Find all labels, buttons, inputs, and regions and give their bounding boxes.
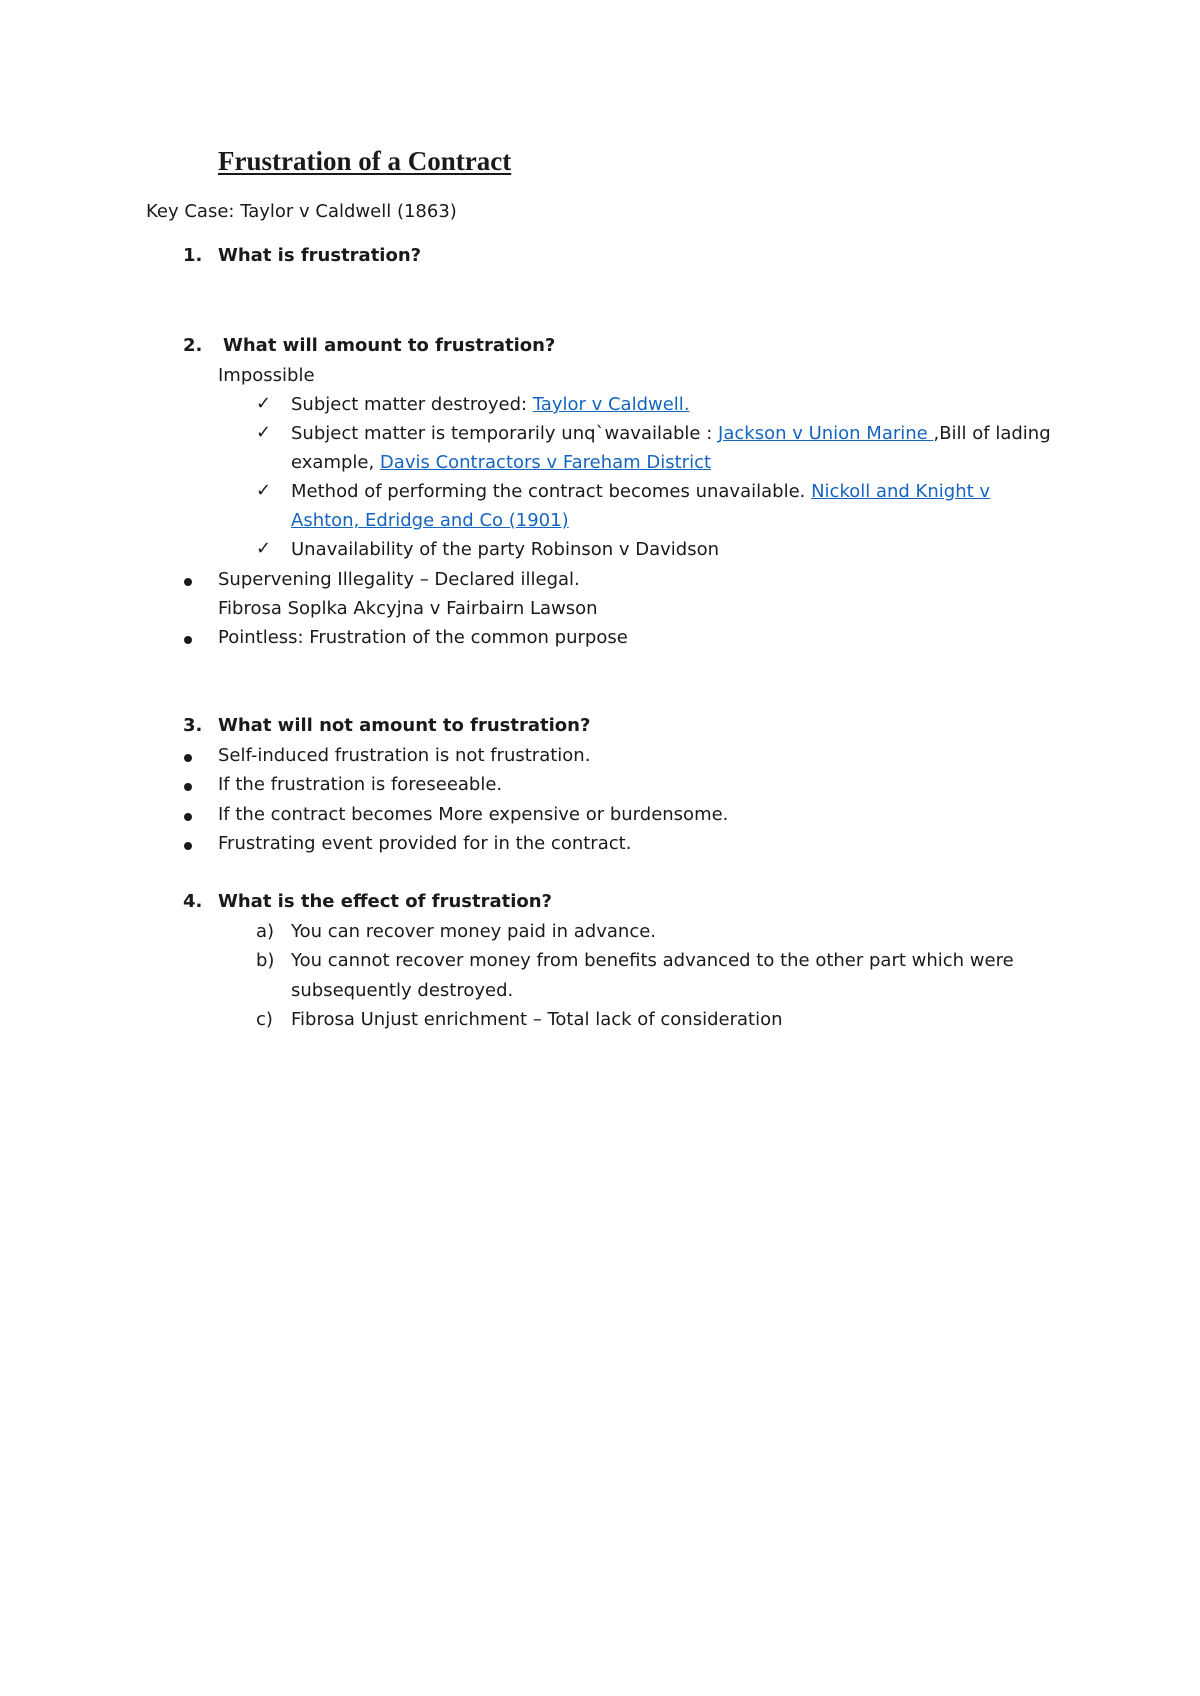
check-item-text: example, (291, 452, 380, 473)
case-link-ashton-edridge[interactable]: Ashton, Edridge and Co (1901) (291, 510, 569, 531)
bullet-icon (184, 813, 192, 821)
section-number: 2. (183, 335, 203, 356)
bullet-supervening-illegality: Supervening Illegality – Declared illegal. (218, 569, 580, 590)
section-number: 3. (183, 715, 203, 736)
check-item-1 (291, 393, 690, 417)
case-link-davis-contractors[interactable]: Davis Contractors v Fareham District (379, 452, 712, 473)
impossible-label: Impossible (218, 365, 315, 386)
effect-item-b: You cannot recover money from benefits advanced to the other part which were (291, 950, 1014, 971)
checkmark-icon: ✓ (256, 422, 272, 443)
check-item-text: Subject matter is temporarily unq`wavailable : (291, 423, 719, 444)
check-item-text: ,Bill of lading (933, 423, 1051, 444)
case-link-jackson-union-marine[interactable]: Jackson v Union Marine (718, 423, 934, 444)
key-case-line: Key Case: Taylor v Caldwell (1863) (146, 201, 457, 222)
document-title: Frustration of a Contract (218, 146, 512, 176)
effect-item-c: Fibrosa Unjust enrichment – Total lack of consideration (291, 1009, 783, 1030)
bullet-icon (184, 636, 192, 644)
check-item-4: Unavailability of the party Robinson v Davidson (291, 539, 720, 560)
checkmark-icon: ✓ (256, 393, 272, 414)
section-4-heading: What is the effect of frustration? (218, 891, 552, 912)
check-item-2-continued (291, 451, 711, 475)
bullet-icon (184, 754, 192, 762)
check-item-2 (291, 422, 1051, 446)
section-2-heading: What will amount to frustration? (223, 335, 556, 356)
list-label: c) (256, 1009, 273, 1030)
section-number: 1. (183, 245, 203, 266)
checkmark-icon: ✓ (256, 538, 272, 559)
check-item-text: Method of performing the contract becomes unavailable. (291, 481, 812, 502)
section-number: 4. (183, 891, 203, 912)
section-3-heading: What will not amount to frustration? (218, 715, 591, 736)
check-item-text: Subject matter destroyed: (291, 394, 533, 415)
list-label: a) (256, 921, 275, 942)
check-item-3 (291, 480, 990, 504)
bullet-icon (184, 783, 192, 791)
section-1-heading: What is frustration? (218, 245, 422, 266)
effect-item-a: You can recover money paid in advance. (291, 921, 657, 942)
case-link-nickoll-knight[interactable]: Nickoll and Knight v (811, 481, 991, 502)
check-item-3-continued (291, 509, 569, 533)
effect-item-b-continued: subsequently destroyed. (291, 980, 514, 1001)
checkmark-icon: ✓ (256, 480, 272, 501)
list-item: If the contract becomes More expensive or burdensome. (218, 804, 729, 825)
bullet-supervening-illegality-case: Fibrosa Soplka Akcyjna v Fairbairn Lawson (218, 598, 598, 619)
bullet-icon (184, 578, 192, 586)
bullet-pointless: Pointless: Frustration of the common purpose (218, 627, 628, 648)
list-item: Frustrating event provided for in the contract. (218, 833, 632, 854)
bullet-icon (184, 842, 192, 850)
list-item: Self-induced frustration is not frustration. (218, 745, 591, 766)
list-item: If the frustration is foreseeable. (218, 774, 503, 795)
list-label: b) (256, 950, 275, 971)
case-link-taylor-caldwell[interactable]: Taylor v Caldwell. (532, 394, 690, 415)
